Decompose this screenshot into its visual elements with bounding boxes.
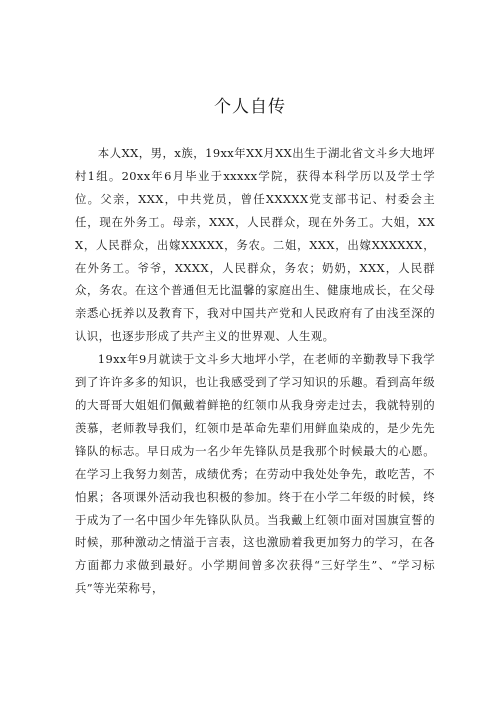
document-title: 个人自传 — [214, 97, 286, 117]
paragraph-primary-school: 19xx年9月就读于文斗乡大地坪小学，在老师的辛勤教导下我学到了许许多多的知识，也让我感受到了学习知识的乐趣。看到高年级的大哥哥大姐姐们佩戴着鲜艳的红领巾从我身旁走过去，我就特别的羡慕，老师教导我们，红领巾是革命先辈们用鲜血染成的，是少先先锋队的标志。早日成为一名少年先锋队员是我那个时候最大的心愿。在学习上我努力刻苦，成绩优秀；在劳动中我处处争先，敢吃苦，不怕累；各项课外活动我也积极的参加。终于在小学二年级的时候，终于成为了一名中国少年先锋队队员。当我戴上红领巾面对国旗宣誓的时候，那种激动之情溢于言表，这也激励着我更加努力的学习，在各方面都力求做到最好。小学期间曾多次获得“三好学生”、“学习标兵”等光荣称号， — [75, 352, 435, 596]
paragraph-family-background: 本人XX，男，x族，19xx年XX月XX出生于湖北省文斗乡大地坪村1组。20xx年6月毕业于xxxxx学院，获得本科学历以及学士学位。父亲，XXX，中共党员，曾任XXXXX党支部书记、村委会主任，现在外务工。母亲，XXX，人民群众，现在外务工。大姐，XXX，人民群众，出嫁XXXXX，务农。二姐，XXX，出嫁XXXXXX，在外务工。爷爷，XXXX，人民群众，务农；奶奶，XXX，人民群众，务农。在这个普通但无比温馨的家庭出生、健康地成长，在父母亲悉心抚养以及教育下，我对中国共产党和人民政府有了由浅至深的认识，也逐步形成了共产主义的世界观、人生观。 — [75, 146, 435, 344]
document-body — [75, 142, 435, 600]
